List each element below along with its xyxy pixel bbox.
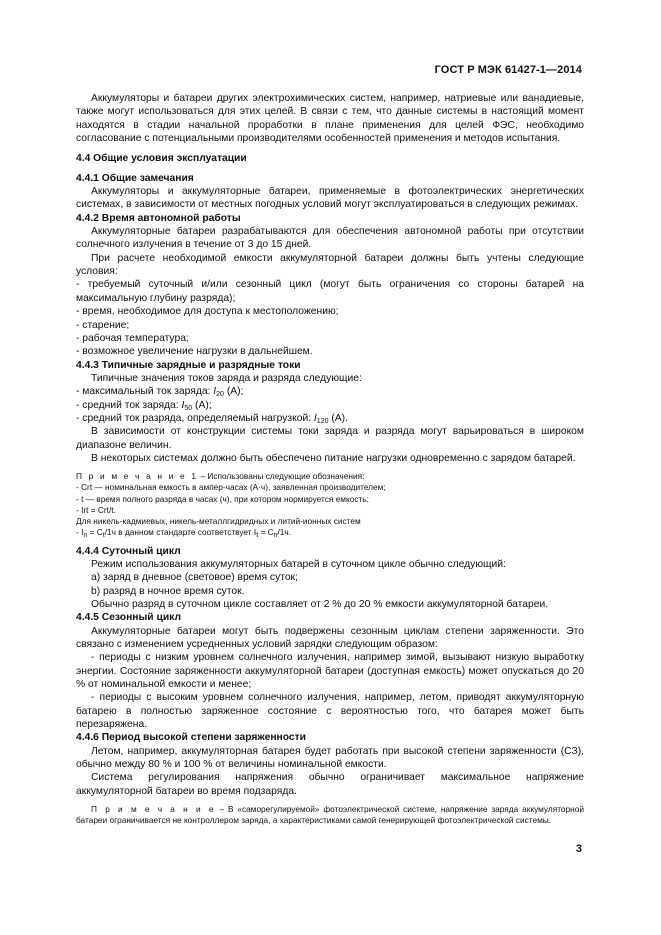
note-1-formula: - $I_n = C_t/1ч$ в данном стандарте соответствует $I_t = C_n/1ч$.: [76, 527, 292, 540]
note-2-label: П р и м е ч а н и е: [91, 804, 216, 815]
list-item: - периоды с высоким уровнем солнечного излучения, например, летом, приводят аккумуляторную батарею в полностью заряженное состояние с вероятностью того, что батарея может быть перезаряжена.: [76, 692, 584, 730]
standard-designation: ГОСТ Р МЭК 61427-1—2014: [434, 64, 582, 76]
list-item: - возможное увеличение нагрузки в дальнейшем.: [76, 346, 313, 358]
note-2: [76, 804, 584, 826]
section-4-4-3-dependence: В зависимости от конструкции системы токи заряда и разряда могут варьироваться в широком диапазоне величин.: [76, 426, 584, 451]
current-item-avg-discharge: - средний ток разряда, определяемый нагрузкой: $I_{120}$ (А).: [76, 412, 348, 425]
list-item: - периоды с низким уровнем солнечного излучения, например зимой, вызывают низкую выработку энергии. Состояние заряженности аккумуляторной батареи (доступная емкость) может опускаться до 20 % от номинальной емкости и менее;: [76, 652, 584, 690]
page-number: 3: [575, 843, 582, 855]
section-4-4-2-paragraph-1: Аккумуляторные батареи разрабатываются для обеспечения автономной работы при отсутствии солнечного излучения в течение от 3 до 15 дней.: [76, 226, 584, 251]
section-4-4-3-intro: Типичные значения токов заряда и разряда следующие:: [91, 372, 362, 384]
section-4-4-5-paragraph-1: Аккумуляторные батареи могут быть подвержены сезонным циклам степени заряженности. Это связано с изменением усредненных условий зарядки следующим образом:: [76, 625, 584, 650]
section-4-4-2-heading: 4.4.2 Время автономной работы: [76, 212, 241, 224]
section-4-4-6-paragraph-2: Система регулирования напряжения обычно ограничивает максимальное напряжение аккумуляторной батареи во время подзаряда.: [76, 772, 584, 797]
section-4-4-6-paragraph-1: Летом, например, аккумуляторная батарея будет работать при высокой степени заряженности (СЗ), обычно между 80 % и 100 % от величины номинальной емкости.: [76, 745, 584, 770]
note-1-title: П р и м е ч а н и е 1 – Использованы следующие обозначения:: [76, 471, 365, 482]
note-1: [76, 471, 584, 538]
note-1-line: Для никель-кадмиевых, никель-металлгидридных и литий-ионных систем: [76, 516, 361, 527]
intro-paragraph: Аккумуляторы и батареи других электрохимических систем, например, натриевые или ванадиевые, также могут использоваться для этих целей. В связи с тем, что данные системы в настоящий момент находятся в стадии начальной проработки в плане применения для целей ФЭС, необходимо согласование с потенциальными производителями особенностей применения и методов испытания.: [76, 93, 584, 145]
section-4-4-3-simultaneous: В некоторых системах должно быть обеспечено питание нагрузки одновременно с зарядом батарей.: [91, 452, 576, 464]
document-body: [76, 92, 584, 832]
section-4-4-1-text: Аккумуляторы и аккумуляторные батареи, применяемые в фотоэлектрических энергетических системах, в зависимости от местных погодных условий могут эксплуатироваться в следующих режимах.: [76, 186, 584, 211]
list-item: а) заряд в дневное (световое) время суток;: [91, 572, 298, 584]
section-4-4-heading: 4.4 Общие условия эксплуатации: [76, 153, 247, 165]
current-item-max-charge: - максимальный ток заряда: $I_{20}$ (А);: [76, 386, 244, 399]
note-1-label: П р и м е ч а н и е 1: [76, 471, 199, 482]
section-4-4-2-paragraph-2: При расчете необходимой емкости аккумуляторной батареи должны быть учтены следующие условия:: [76, 252, 584, 278]
section-4-4-1-heading: 4.4.1 Общие замечания: [76, 172, 194, 184]
list-item: - требуемый суточный и/или сезонный цикл (могут быть ограничения со стороны батарей на максимальную глубину разряда);: [76, 279, 584, 304]
section-4-4-6-heading: 4.4.6 Период высокой степени заряженности: [76, 732, 307, 744]
list-item: - рабочая температура;: [76, 332, 189, 344]
section-4-4-4-paragraph-2: Обычно разряд в суточном цикле составляет от 2 % до 20 % емкости аккумуляторной батареи.: [91, 598, 549, 610]
note-2-text: П р и м е ч а н и е – В «саморегулируемой» фотоэлектрической системе, напряжение заряда аккумуляторной батареи ограничивается не контроллером заряда, а характеристиками самой генерирующей фотоэлектрической системы.: [76, 804, 584, 826]
list-item: b) разряд в ночное время суток.: [91, 585, 245, 597]
current-item-avg-charge: - средний ток заряда: $I_{50}$ (А);: [76, 399, 212, 412]
note-1-line: - t — время полного разряда в часах (ч), при котором нормируется емкость;: [76, 493, 369, 504]
note-1-line: - Crt — номинальная емкость в ампер-часах (А·ч), заявленная производителем;: [76, 482, 386, 493]
list-item: - время, необходимое для доступа к местоположению;: [76, 306, 339, 318]
list-item: - старение;: [76, 319, 130, 331]
section-4-4-3-heading: 4.4.3 Типичные зарядные и разрядные токи: [76, 359, 301, 371]
section-4-4-4-paragraph-1: Режим использования аккумуляторных батарей в суточном цикле обычно следующий:: [91, 558, 506, 570]
note-1-line: - Irt = Crt/t.: [76, 504, 116, 515]
section-4-4-5-heading: 4.4.5 Сезонный цикл: [76, 612, 181, 624]
section-4-4-4-heading: 4.4.4 Суточный цикл: [76, 545, 181, 557]
